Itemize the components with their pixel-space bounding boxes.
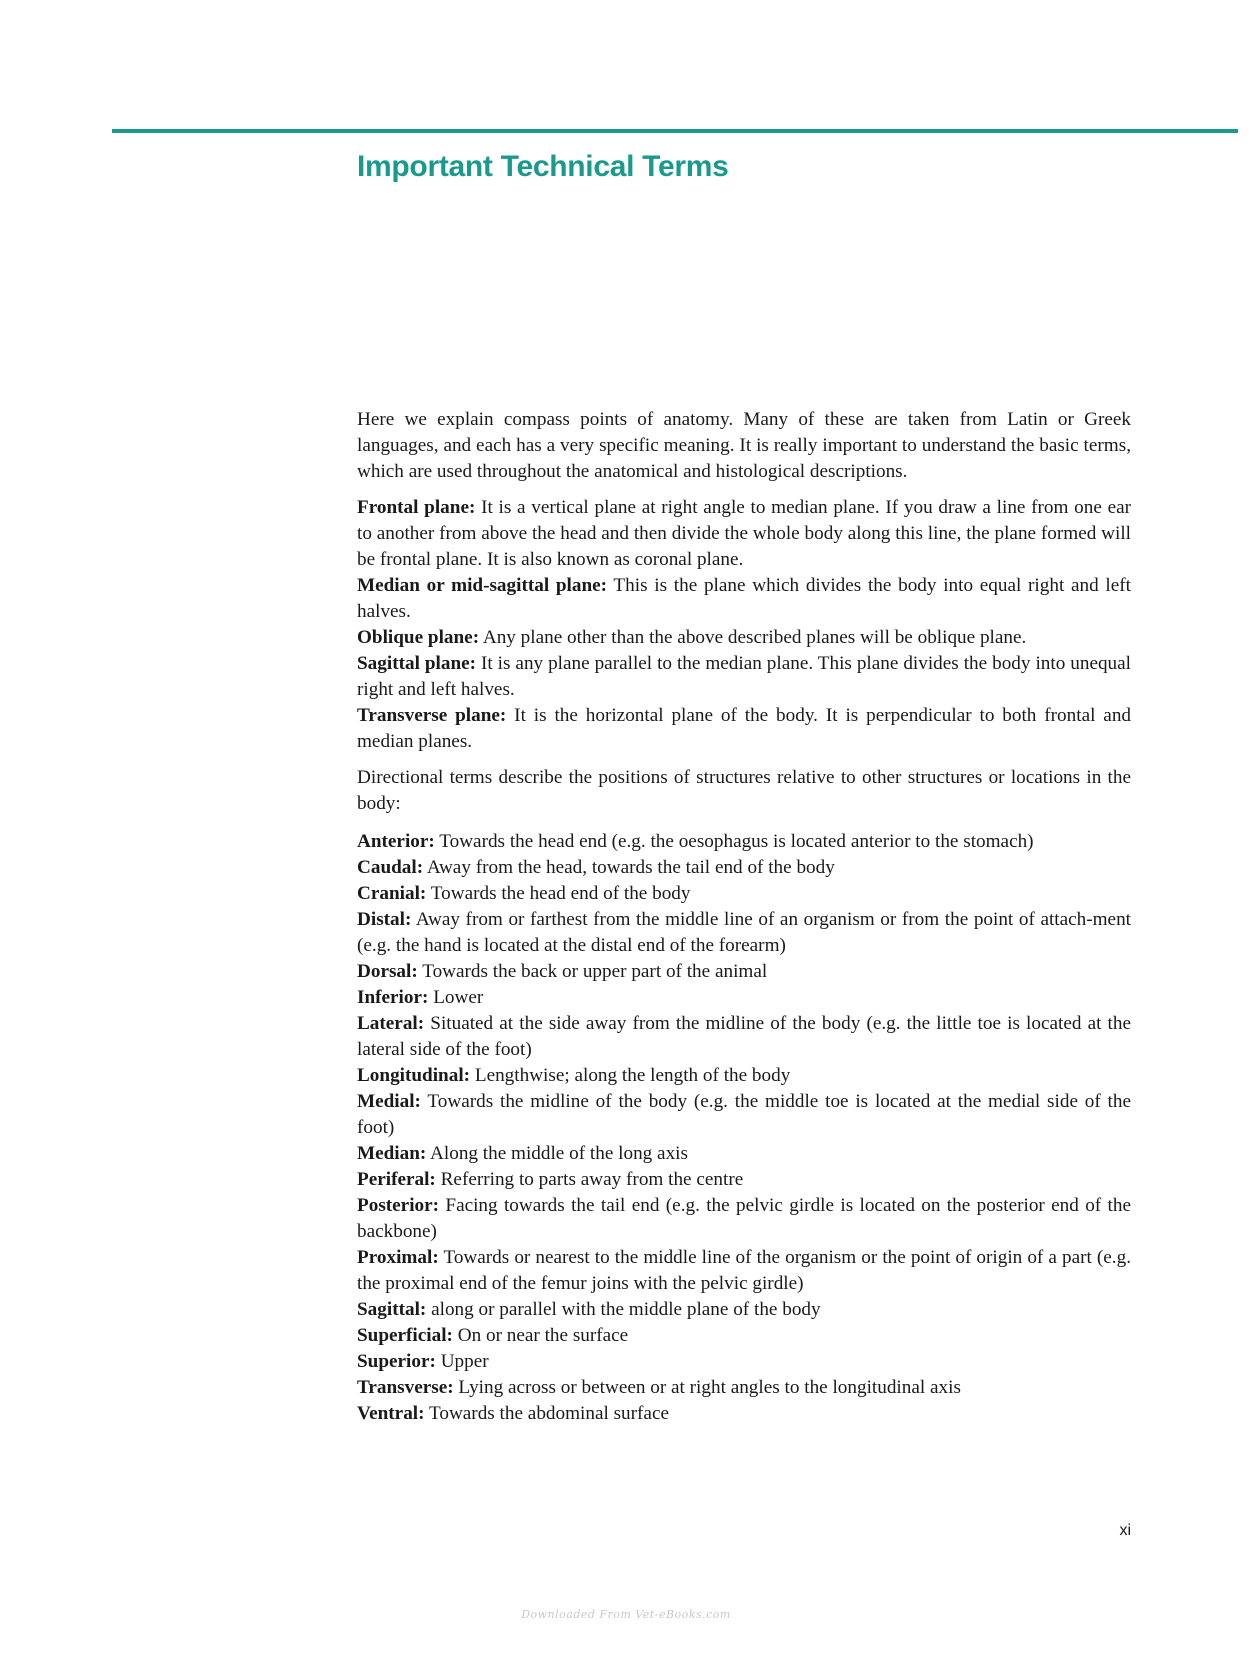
term-label: Transverse: bbox=[357, 1377, 454, 1398]
page-number: xi bbox=[1119, 1522, 1131, 1539]
plane-item bbox=[357, 495, 1131, 573]
intro-paragraph: Here we explain compass points of anatomy. Many of these are taken from Latin or Greek languages, and each has a very specific meaning. It is really important to understand the basic terms, which are used throughout the anatomical and histological descriptions. bbox=[357, 409, 1131, 482]
directional-terms-list bbox=[357, 829, 1131, 1427]
term-definition: Towards the head end (e.g. the oesophagus is located anterior to the stomach) bbox=[434, 831, 1034, 852]
directional-item bbox=[357, 1193, 1131, 1245]
directional-item bbox=[357, 1141, 1131, 1167]
term-label: Median: bbox=[357, 1143, 427, 1164]
term-definition: Lengthwise; along the length of the body bbox=[470, 1065, 791, 1086]
term-label: Periferal: bbox=[357, 1169, 436, 1190]
term-label: Anterior: bbox=[357, 831, 435, 852]
term-definition: Facing towards the tail end (e.g. the pelvic girdle is located on the posterior end of the backbone) bbox=[357, 1195, 1131, 1242]
term-definition: Lying across or between or at right angles to the longitudinal axis bbox=[453, 1377, 961, 1398]
watermark: Downloaded From Vet-eBooks.com bbox=[521, 1608, 731, 1621]
term-definition: along or parallel with the middle plane of the body bbox=[426, 1299, 821, 1320]
directional-item bbox=[357, 985, 1131, 1011]
plane-item bbox=[357, 573, 1131, 625]
term-definition: On or near the surface bbox=[452, 1325, 629, 1346]
plane-item bbox=[357, 703, 1131, 755]
planes-list bbox=[357, 495, 1131, 755]
term-definition: It is a vertical plane at right angle to median plane. If you draw a line from one ear to another from above the head and then divide the whole body along this line, the plane formed will be frontal plane. It is also known as coronal plane. bbox=[357, 497, 1131, 570]
term-label: Inferior: bbox=[357, 987, 429, 1008]
term-label: Distal: bbox=[357, 909, 412, 930]
term-label: Ventral: bbox=[357, 1403, 425, 1424]
term-label: Longitudinal: bbox=[357, 1065, 471, 1086]
term-label: Dorsal: bbox=[357, 961, 418, 982]
term-definition: It is the horizontal plane of the body. It is perpendicular to both frontal and median planes. bbox=[357, 705, 1132, 752]
directional-item bbox=[357, 855, 1131, 881]
directional-item bbox=[357, 907, 1131, 959]
directional-item bbox=[357, 1167, 1131, 1193]
term-definition: Referring to parts away from the centre bbox=[435, 1169, 744, 1190]
term-definition: Towards or nearest to the middle line of the organism or the point of origin of a part (e.g. the proximal end of the femur joins with the pelvic girdle) bbox=[357, 1247, 1131, 1294]
term-label: Superficial: bbox=[357, 1325, 453, 1346]
term-definition: Lower bbox=[428, 987, 484, 1008]
term-label: Superior: bbox=[357, 1351, 436, 1372]
page-title: Important Technical Terms bbox=[357, 150, 729, 183]
directional-intro: Directional terms describe the positions of structures relative to other structures or locations in the body: bbox=[357, 767, 1131, 814]
term-definition: Away from the head, towards the tail end of the body bbox=[423, 857, 835, 878]
term-label: Cranial: bbox=[357, 883, 427, 904]
top-rule bbox=[112, 129, 1238, 133]
directional-item bbox=[357, 829, 1131, 855]
term-definition: Towards the head end of the body bbox=[426, 883, 691, 904]
term-label: Posterior: bbox=[357, 1195, 440, 1216]
directional-item bbox=[357, 1011, 1131, 1063]
term-definition: Away from or farthest from the middle line of an organism or from the point of attach-ment (e.g. the hand is located at the distal end of the forearm) bbox=[357, 909, 1131, 956]
plane-item bbox=[357, 625, 1131, 651]
directional-item bbox=[357, 1089, 1131, 1141]
term-label: Oblique plane: bbox=[357, 627, 480, 648]
term-label: Sagittal: bbox=[357, 1299, 427, 1320]
directional-item bbox=[357, 1063, 1131, 1089]
directional-item bbox=[357, 1245, 1131, 1297]
term-label: Sagittal plane: bbox=[357, 653, 477, 674]
directional-item bbox=[357, 1349, 1131, 1375]
directional-item bbox=[357, 1401, 1131, 1427]
term-definition: Any plane other than the above described planes will be oblique plane. bbox=[479, 627, 1027, 648]
directional-item bbox=[357, 1323, 1131, 1349]
term-label: Medial: bbox=[357, 1091, 421, 1112]
term-label: Frontal plane: bbox=[357, 497, 476, 518]
directional-item bbox=[357, 881, 1131, 907]
term-definition: Upper bbox=[435, 1351, 489, 1372]
plane-item bbox=[357, 651, 1131, 703]
term-label: Proximal: bbox=[357, 1247, 439, 1268]
term-definition: It is any plane parallel to the median plane. This plane divides the body into unequal right and left halves. bbox=[357, 653, 1131, 700]
directional-item bbox=[357, 1297, 1131, 1323]
term-label: Caudal: bbox=[357, 857, 424, 878]
term-definition: Along the middle of the long axis bbox=[426, 1143, 688, 1164]
term-definition: Towards the midline of the body (e.g. the middle toe is located at the medial side of the foot) bbox=[357, 1091, 1131, 1138]
directional-item bbox=[357, 959, 1131, 985]
term-definition: Towards the abdominal surface bbox=[424, 1403, 669, 1424]
directional-item bbox=[357, 1375, 1131, 1401]
term-label: Lateral: bbox=[357, 1013, 425, 1034]
page-content bbox=[357, 407, 1131, 1427]
term-label: Median or mid-sagittal plane: bbox=[357, 575, 608, 596]
term-definition: This is the plane which divides the body into equal right and left halves. bbox=[357, 575, 1131, 622]
term-definition: Situated at the side away from the midline of the body (e.g. the little toe is located at the lateral side of the foot) bbox=[357, 1013, 1131, 1060]
term-definition: Towards the back or upper part of the animal bbox=[417, 961, 768, 982]
term-label: Transverse plane: bbox=[357, 705, 507, 726]
